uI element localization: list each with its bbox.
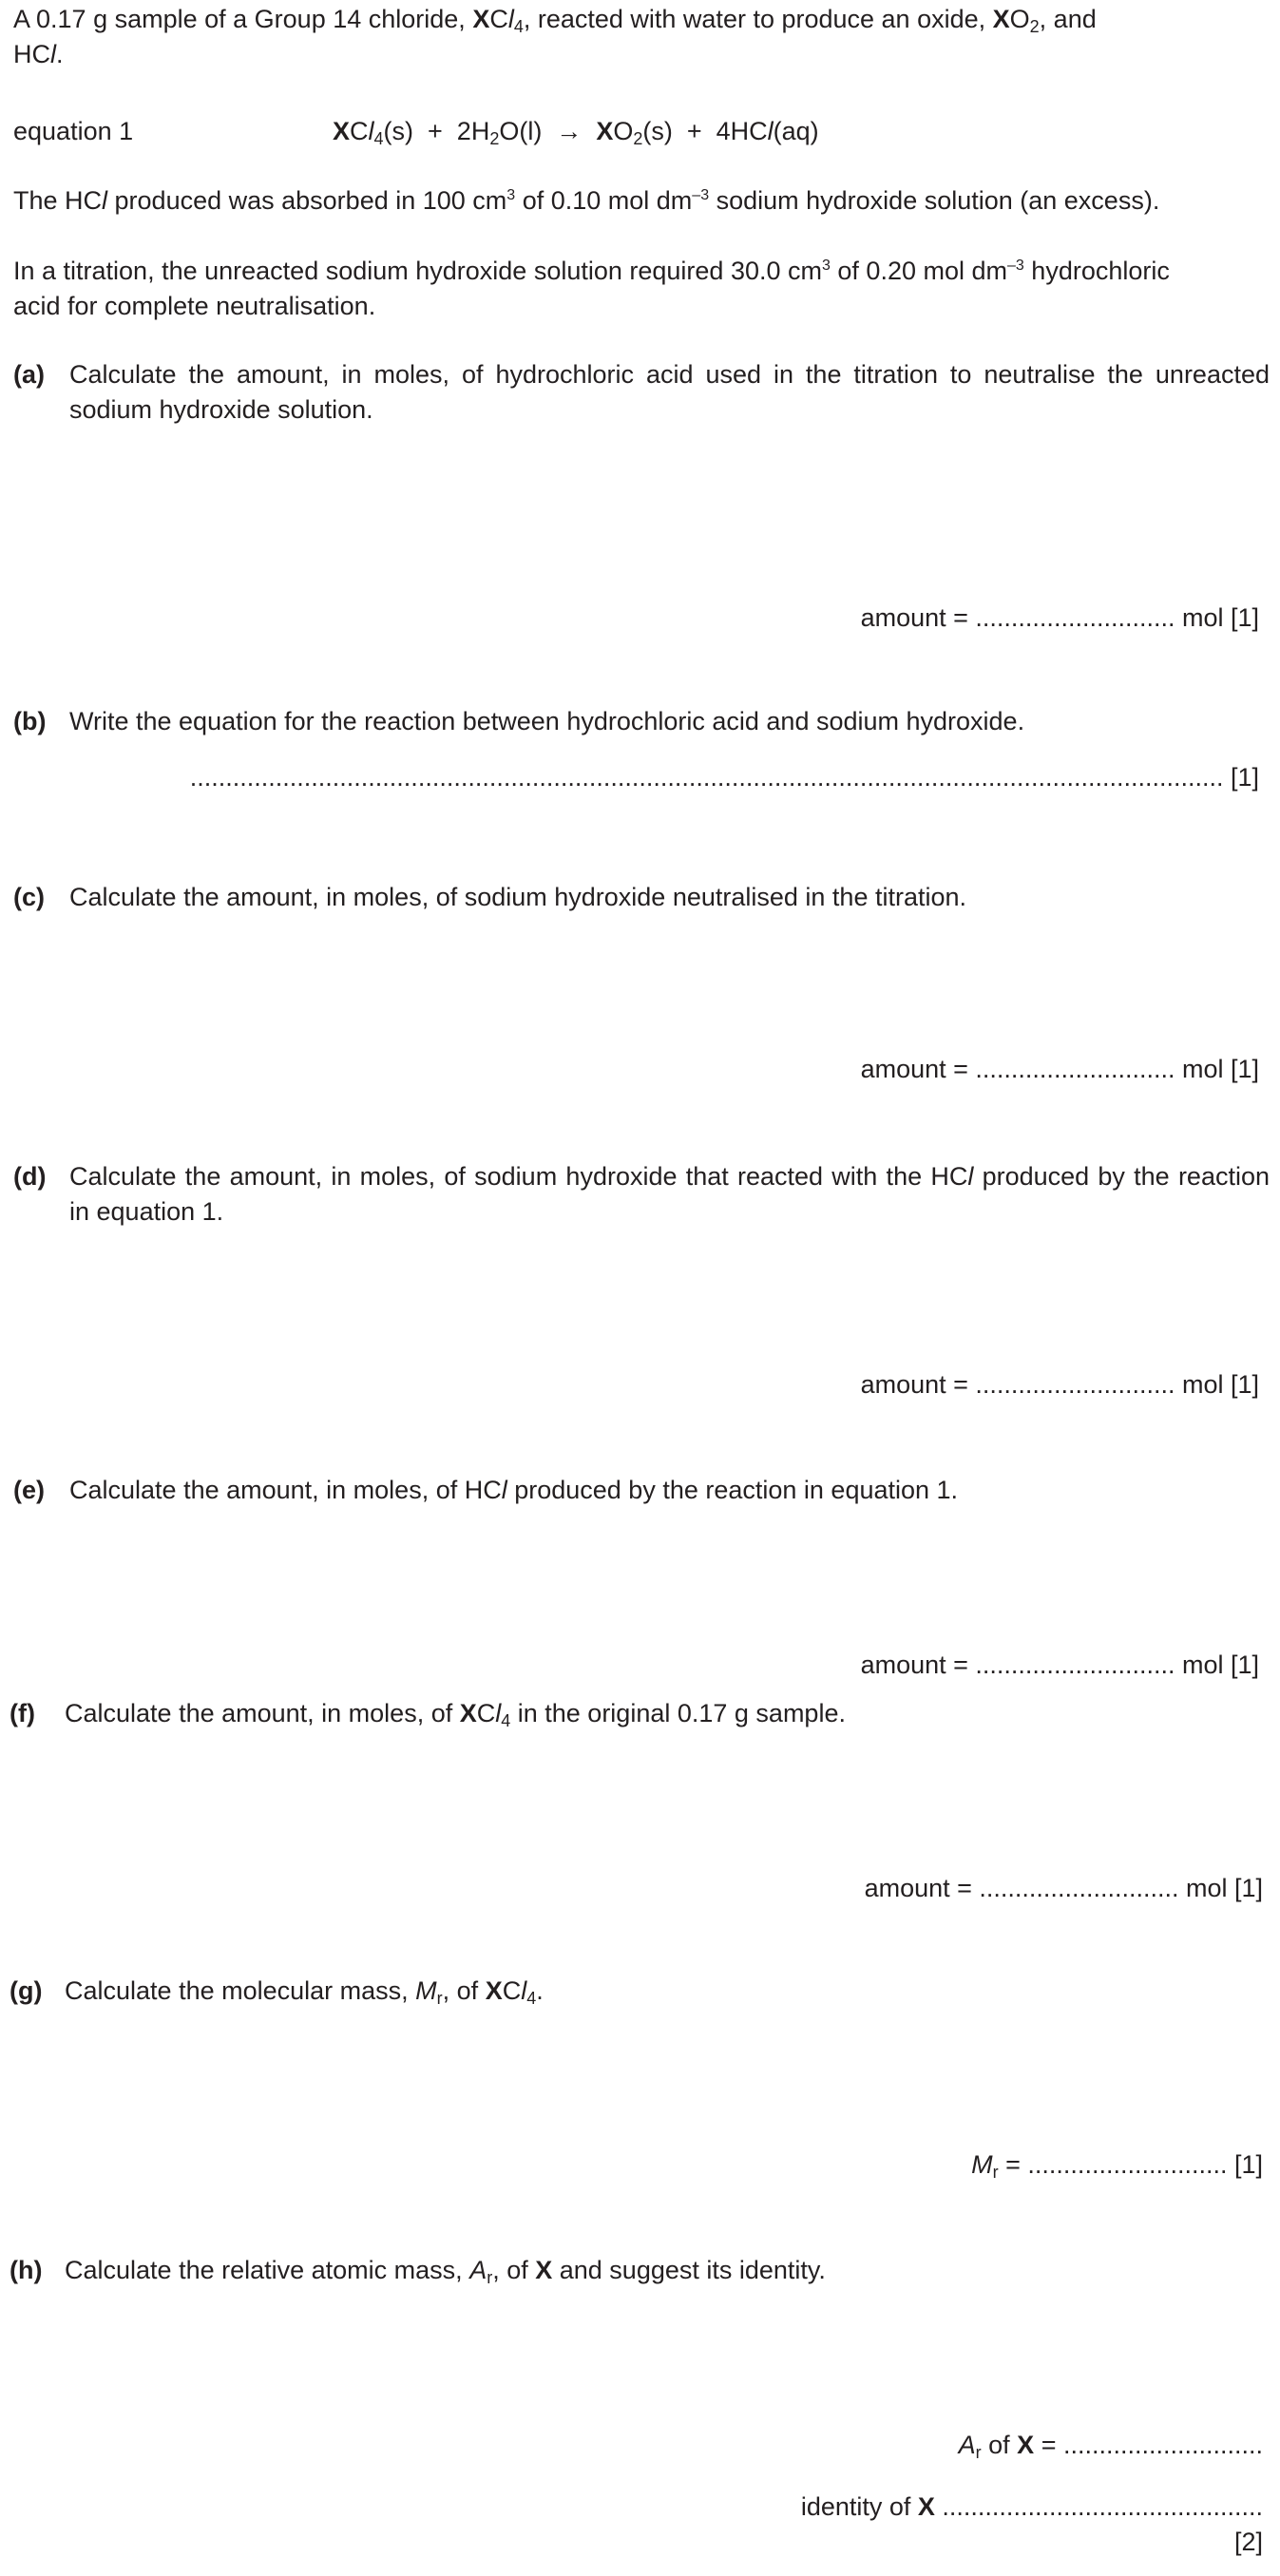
intro-paragraph: A 0.17 g sample of a Group 14 chloride, XCl$_4$, reacted with water to produce an oxide, $XO_2$, and HCl. <box>13 5 1097 68</box>
answer-line-g[interactable]: $M_r$ = ............................ [1] <box>971 2150 1263 2182</box>
question-label: (g) <box>10 1976 43 2005</box>
answer-line-c[interactable]: amount = ............................ mol [1] <box>860 1055 1259 1083</box>
equation-1: $XCl_4(s) + 2H_2O(l) \to XO_2(s) + 4HCl(aq)$ <box>333 117 819 148</box>
question-f <box>10 1696 1270 1915</box>
question-label: (d) <box>13 1162 47 1191</box>
question-text: Calculate the relative atomic mass, $A_r$, of X and suggest its identity. <box>65 2256 826 2287</box>
answer-line-h-identity[interactable]: identity of X ............................................. <box>800 2492 1263 2521</box>
question-label: (c) <box>13 883 45 911</box>
question-a <box>13 357 1270 642</box>
question-h <box>10 2253 1270 2566</box>
question-text: Calculate the amount, in moles, of sodium hydroxide neutralised in the titration. <box>69 883 967 911</box>
answer-line-b[interactable]: ................................................................................................................................................. [1] <box>189 763 1259 792</box>
marks-h: [2] <box>1233 2528 1263 2556</box>
question-d <box>13 1159 1270 1406</box>
question-c <box>13 880 1270 1098</box>
titration-paragraph: In a titration, the unreacted sodium hydroxide solution required 30.0 $cm^3$ of 0.20 mol $dm^{-3}$ hydrochloric acid for complete neutralisation. <box>13 257 1170 320</box>
equation-label: equation 1 <box>13 117 134 145</box>
question-text: Write the equation for the reaction between hydrochloric acid and sodium hydroxide. <box>69 707 1025 735</box>
answer-line-e[interactable]: amount = ............................ mol [1] <box>860 1651 1259 1679</box>
question-e <box>13 1473 1270 1691</box>
question-text: Calculate the amount, in moles, of XCl$_4$ in the original 0.17 g sample. <box>65 1699 846 1730</box>
answer-line-a[interactable]: amount = ............................ mol [1] <box>860 603 1259 632</box>
question-label: (f) <box>10 1699 35 1727</box>
answer-line-f[interactable]: amount = ............................ mol [1] <box>864 1874 1263 1902</box>
question-g <box>10 1974 1270 2192</box>
question-text: Calculate the amount, in moles, of hydrochloric acid used in the titration to neutralise the unreacted sodium hydroxide solution. <box>69 360 1270 424</box>
answer-line-d[interactable]: amount = ............................ mol [1] <box>860 1370 1259 1399</box>
question-label: (a) <box>13 360 45 389</box>
answer-line-h-ar[interactable]: $A_r$ of X = ............................ <box>958 2431 1263 2462</box>
question-text: Calculate the amount, in moles, of HCl produced by the reaction in equation 1. <box>69 1476 959 1504</box>
question-text: Calculate the amount, in moles, of sodium hydroxide that reacted with the HCl produced by the reaction in equation 1. <box>69 1162 1270 1226</box>
question-b <box>13 704 1270 809</box>
question-label: (h) <box>10 2256 43 2284</box>
absorption-paragraph: The HCl produced was absorbed in 100 $cm^3$ of 0.10 mol $dm^{-3}$ sodium hydroxide solution (an excess). <box>13 186 1160 215</box>
question-text: Calculate the molecular mass, $M_r$, of XCl$_4$. <box>65 1976 544 2008</box>
question-label: (b) <box>13 707 47 735</box>
question-label: (e) <box>13 1476 45 1504</box>
